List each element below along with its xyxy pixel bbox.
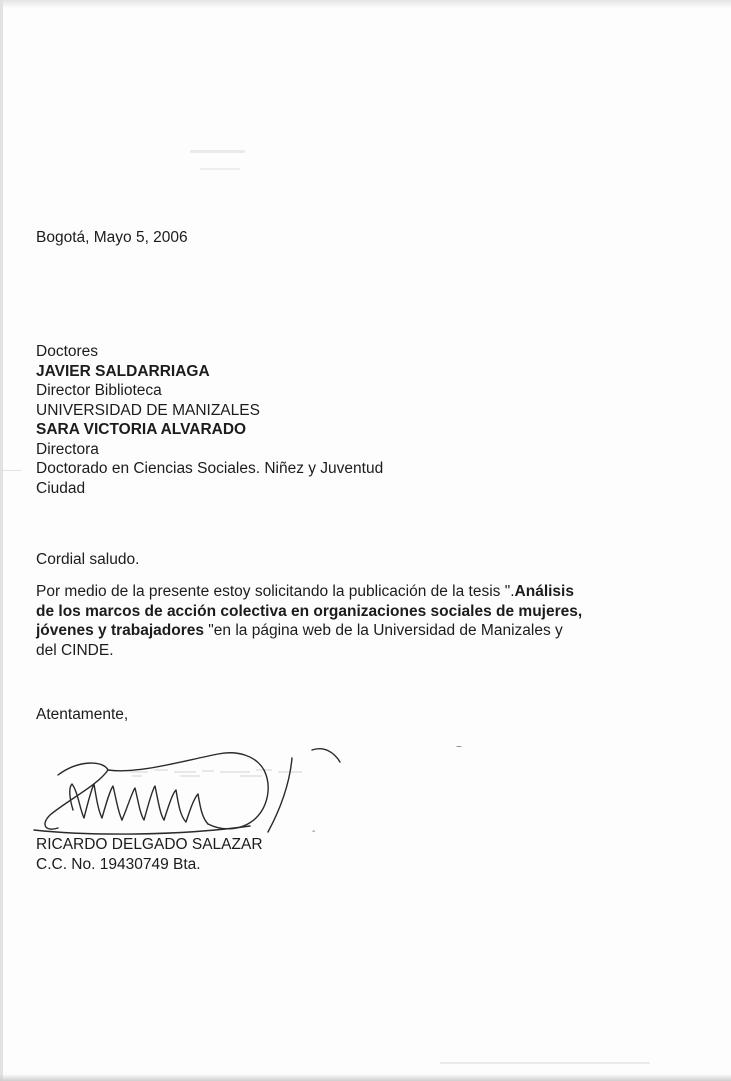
- closing: [36, 705, 628, 725]
- signer-id: C.C. No. 19430749 Bta.: [36, 855, 201, 873]
- recipient-name: SARA VICTORIA ALVARADO: [36, 421, 247, 438]
- scan-edge-top: [0, 0, 731, 8]
- scan-edge-bottom: [0, 1074, 731, 1081]
- recipient-name: JAVIER SALDARRIAGA: [36, 362, 210, 380]
- scan-smudge: [190, 150, 245, 153]
- signer-name: RICARDO DELGADO SALAZAR: [36, 836, 263, 853]
- scan-smudge: [440, 1062, 650, 1064]
- closing-text: Atentamente,: [36, 706, 129, 723]
- recipient-line: Doctores: [36, 343, 99, 360]
- body-text: "en la página web de la Universidad de Manizales y: [204, 622, 563, 639]
- recipient-line: UNIVERSIDAD DE MANIZALES: [36, 401, 260, 419]
- scan-edge-left: [0, 0, 3, 1081]
- body-text: Por medio de la presente estoy solicitando la publicación de la tesis ".: [36, 583, 515, 600]
- recipient-line: Doctorado en Ciencias Sociales. Niñez y Juventud: [36, 460, 384, 477]
- greeting: [36, 550, 628, 570]
- signer-block: [36, 835, 628, 874]
- recipient-line: Directora: [36, 440, 99, 458]
- recipient-line: Ciudad: [36, 479, 86, 497]
- thesis-title-part: Análisis: [514, 583, 574, 600]
- scan-smudge: [0, 470, 22, 471]
- body-line: del CINDE.: [36, 641, 114, 659]
- recipient-line: Director Biblioteca: [36, 382, 162, 399]
- thesis-title-part: jóvenes y trabajadores: [36, 622, 204, 639]
- stray-mark: -: [312, 826, 316, 837]
- handwritten-signature: [28, 740, 348, 850]
- date-text: Bogotá, Mayo 5, 2006: [36, 229, 188, 246]
- letter-date: [36, 228, 628, 248]
- scan-smudge: [200, 168, 240, 170]
- recipient-block: [36, 342, 628, 498]
- body-line: [36, 621, 628, 641]
- letter-body: [36, 582, 628, 660]
- thesis-title-part: de los marcos de acción colectiva en organizaciones sociales de mujeres,: [36, 602, 583, 620]
- body-line: [36, 582, 628, 602]
- stray-mark: ~: [456, 742, 462, 753]
- greeting-text: Cordial saludo.: [36, 551, 140, 568]
